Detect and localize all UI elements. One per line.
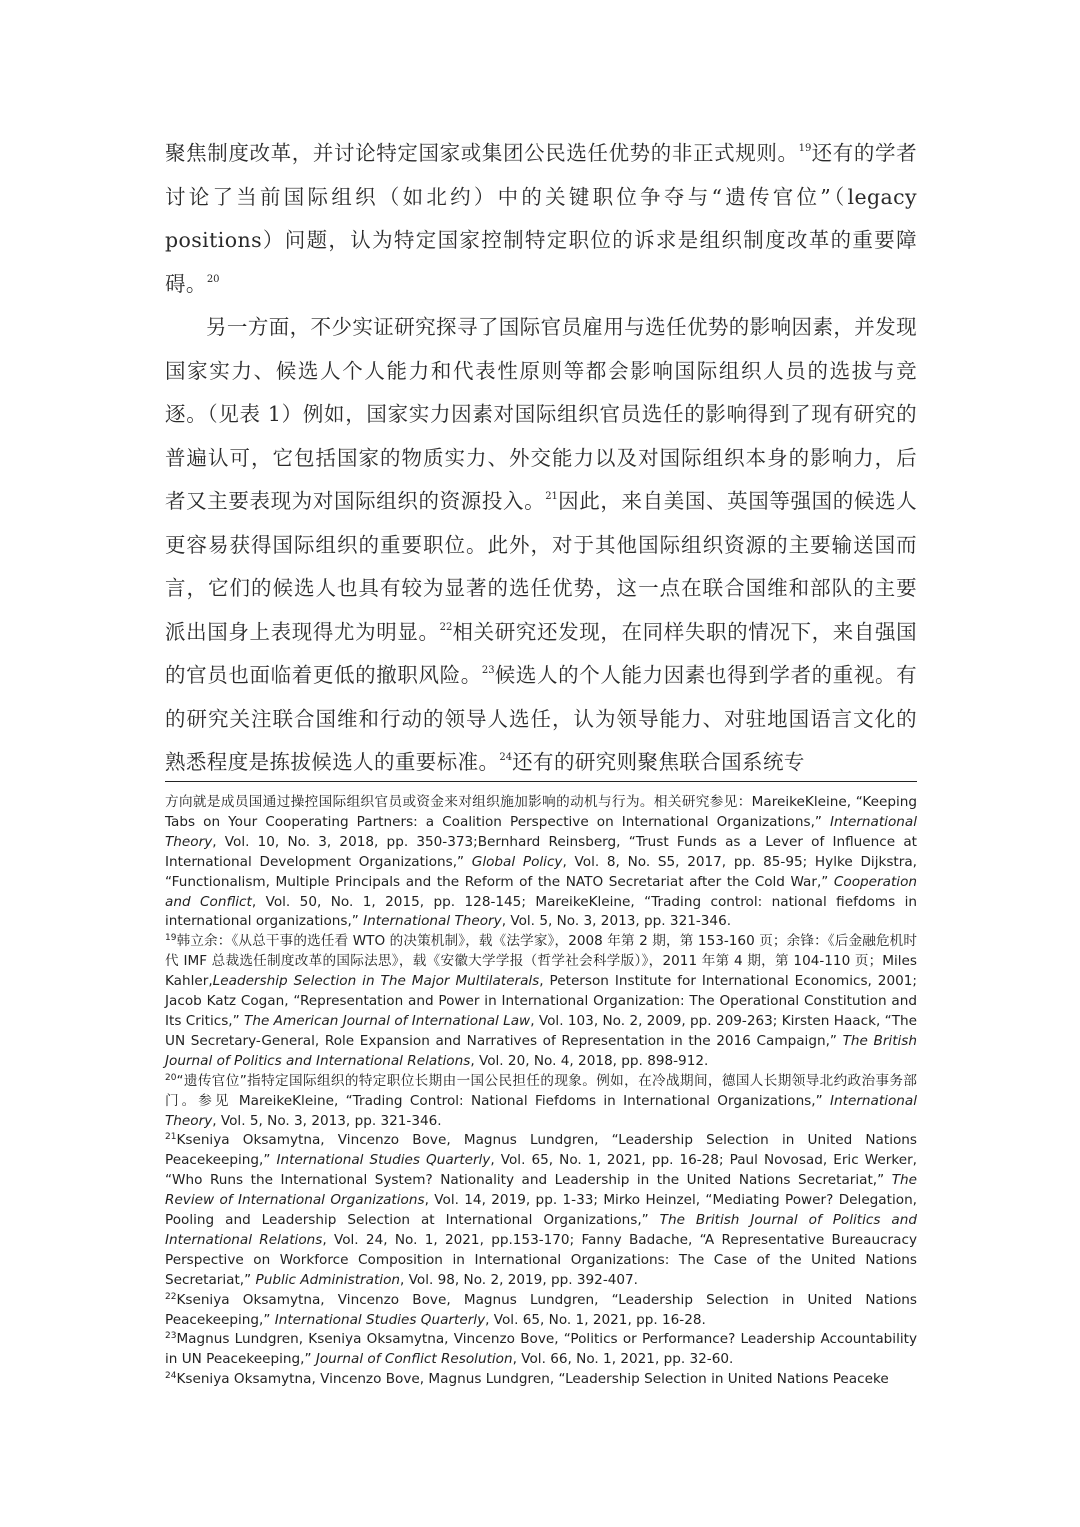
journal-title: Journal of Conflict Resolution — [315, 1351, 513, 1368]
footnote-text: , Peterson Institute for International Economics, 2001; Jacob Katz Cogan, “Representation and Power in International Organization: The Operational Constitution and Its Critics,” — [165, 973, 917, 1029]
body-text — [165, 132, 917, 785]
journal-title: International Theory — [363, 913, 502, 930]
footnote-text: , Vol. 24, No. 1, 2021, pp.153-170; Fanny Badache, “A Representative Bureaucracy Perspective on Workforce Composition in International Organizations: The Case of the United Nations Secretariat,” — [165, 1231, 917, 1288]
paragraph-text: 还有的研究则聚焦联合国系统专 — [512, 750, 805, 774]
footnote-text: , Vol. 98, No. 2, 2019, pp. 392-407. — [400, 1271, 638, 1288]
footnote-text: , Vol. 5, No. 3, 2013, pp. 321-346. — [501, 913, 732, 930]
footnote-continued — [165, 793, 917, 932]
journal-title: Global Policy — [471, 853, 563, 870]
paragraph-1 — [165, 132, 917, 306]
footnote-24 — [165, 1370, 917, 1390]
journal-title: Public Administration — [255, 1271, 400, 1288]
footnote-23 — [165, 1330, 917, 1370]
footnote-text: Kseniya Oksamytna, Vincenzo Bove, Magnus Lundgren, “Leadership Selection in United Nations Peacekeeping,” — [165, 1291, 917, 1328]
footnote-19 — [165, 932, 917, 1071]
footnote-text: , Vol. 14, 2019, pp. 1-33; Mirko Heinzel, “Mediating Power? Delegation, Pooling and Leadership Selection at International Organizations,” — [165, 1192, 918, 1229]
footnote-21 — [165, 1131, 917, 1290]
footnote-text: 方向就是成员国通过操控国际组织官员或资金来对组织施加影响的动机与行为。相关研究参见：MareikeKleine, “Keeping Tabs on Your Cooperating Partners: a Coalition Perspective on International Organizations,” — [165, 794, 917, 830]
footnote-text: , Vol. 8, No. S5, 2017, pp. 85-95; Hylke Dijkstra, “Functionalism, Multiple Principals and the Reform of the NATO Secretariat after the Cold War,” — [165, 853, 917, 890]
journal-title: International Studies Quarterly — [276, 1152, 491, 1169]
footnote-number: 22 — [165, 1291, 177, 1302]
paragraph-2 — [165, 306, 917, 785]
paragraph-text: 聚焦制度改革，并讨论特定国家或集团公民选任优势的非正式规则。 — [165, 141, 799, 165]
footnote-text: 韩立余：《从总干事的选任看 WTO 的决策机制》，载《法学家》，2008 年第 2 期，第 153-160 页；余锋：《后金融危机时代 IMF 总裁选任制度改革的国际法思》，载《安徽大学学报（哲学社会科学版）》，2011 年第 4 期，第 104-110 页；Miles Kahler, — [165, 933, 917, 990]
footnote-ref-20[interactable]: 20 — [206, 273, 220, 285]
footnotes — [165, 793, 917, 1390]
footnote-number: 21 — [165, 1132, 177, 1143]
journal-title: The British Journal of Politics and International Relations — [165, 1032, 917, 1069]
journal-title: The Review of International Organizations — [165, 1172, 917, 1209]
journal-title: International Theory — [165, 813, 917, 850]
footnote-text: , Vol. 65, No. 1, 2021, pp. 16-28. — [485, 1311, 706, 1328]
journal-title: International Studies Quarterly — [274, 1311, 486, 1328]
journal-title: International Theory — [165, 1092, 917, 1129]
paragraph-text: 候选人的个人能力因素也得到学者的重视。有的研究关注联合国维和行动的领导人选任，认为领导能力、对驻地国语言文化的熟悉程度是拣拔候选人的重要标准。 — [165, 663, 917, 774]
footnote-20 — [165, 1072, 917, 1132]
paragraph-text: 相关研究还发现，在同样失职的情况下，来自强国的官员也面临着更低的撤职风险。 — [165, 619, 917, 687]
footnote-number: 20 — [165, 1072, 177, 1083]
footnote-text: , Vol. 5, No. 3, 2013, pp. 321-346. — [212, 1112, 442, 1129]
footnote-text: , Vol. 103, No. 2, 2009, pp. 209-263; Kirsten Haack, “The UN Secretary-General, Role Expansion and Narratives of Representation in the 2016 Campaign,” — [165, 1012, 917, 1049]
footnote-number: 23 — [165, 1331, 177, 1342]
footnote-ref-24[interactable]: 24 — [499, 752, 513, 763]
footnote-text: Kseniya Oksamytna, Vincenzo Bove, Magnus Lundgren, “Leadership Selection in United Nations Peacekeeping,” — [165, 1132, 917, 1169]
footnote-text: Magnus Lundgren, Kseniya Oksamytna, Vincenzo Bove, “Politics or Performance? Leadership Accountability in UN Peacekeeping,” — [165, 1331, 917, 1368]
footnote-number: 24 — [165, 1371, 177, 1382]
footnote-text: , Vol. 50, No. 1, 2015, pp. 128-145; MareikeKleine, “Trading control: national fiefdoms in international organizations,” — [165, 893, 917, 930]
paragraph-text: 因此，来自美国、英国等强国的候选人更容易获得国际组织的重要职位。此外，对于其他国际组织资源的主要输送国而言，它们的候选人也具有较为显著的选任优势，这一点在联合国维和部队的主要派出国身上表现得尤为明显。 — [165, 489, 917, 644]
footnote-ref-21[interactable]: 21 — [545, 491, 558, 502]
book-title: Leadership Selection in The Major Multilaterals — [212, 973, 540, 990]
journal-title: The British Journal of Politics and International Relations — [165, 1212, 917, 1248]
journal-title: The American Journal of International Law — [244, 1012, 531, 1029]
footnote-text: , Vol. 10, No. 3, 2018, pp. 350-373;Bernhard Reinsberg, “Trust Funds as a Lever of Influence at International Development Organizations,” — [165, 833, 917, 870]
footnote-text: , Vol. 20, No. 4, 2018, pp. 898-912. — [470, 1052, 709, 1069]
footnote-text: , Vol. 66, No. 1, 2021, pp. 32-60. — [512, 1351, 734, 1368]
footnote-ref-23[interactable]: 23 — [481, 665, 495, 676]
footnote-text: “遗传官位”指特定国际组织的特定职位长期由一国公民担任的现象。例如，在冷战期间，德国人长期领导北约政治事务部门。参见 MareikeKleine, “Trading Control: National Fiefdoms in International Organizations,” — [165, 1072, 917, 1109]
footnote-separator — [165, 781, 917, 782]
paragraph-text: 还有的学者讨论了当前国际组织（如北约）中的关键职位争夺与“遗传官位”（legacy positions）问题，认为特定国家控制特定职位的诉求是组织制度改革的重要障碍。 — [165, 141, 918, 296]
paragraph-text: 另一方面，不少实证研究探寻了国际官员雇用与选任优势的影响因素，并发现国家实力、候选人个人能力和代表性原则等都会影响国际组织人员的选拔与竞逐。（见表 1）例如，国家实力因素对国际组织官员选任的影响得到了现有研究的普遍认可，它包括国家的物质实力、外交能力以及对国际组织本身的影响力，后者又主要表现为对国际组织的资源投入。 — [165, 315, 917, 513]
footnote-ref-22[interactable]: 22 — [439, 621, 453, 633]
journal-title: Cooperation and Conflict — [165, 873, 917, 910]
footnote-text: Kseniya Oksamytna, Vincenzo Bove, Magnus Lundgren, “Leadership Selection in United Nations Peaceke — [176, 1371, 889, 1388]
footnote-text: , Vol. 65, No. 1, 2021, pp. 16-28; Paul Novosad, Eric Werker, “Who Runs the International System? Nationality and Leadership in the United Nations Secretariat,” — [165, 1152, 918, 1189]
footnote-ref-19[interactable]: 19 — [798, 143, 812, 154]
footnote-number: 19 — [165, 933, 177, 944]
footnote-22 — [165, 1291, 917, 1331]
